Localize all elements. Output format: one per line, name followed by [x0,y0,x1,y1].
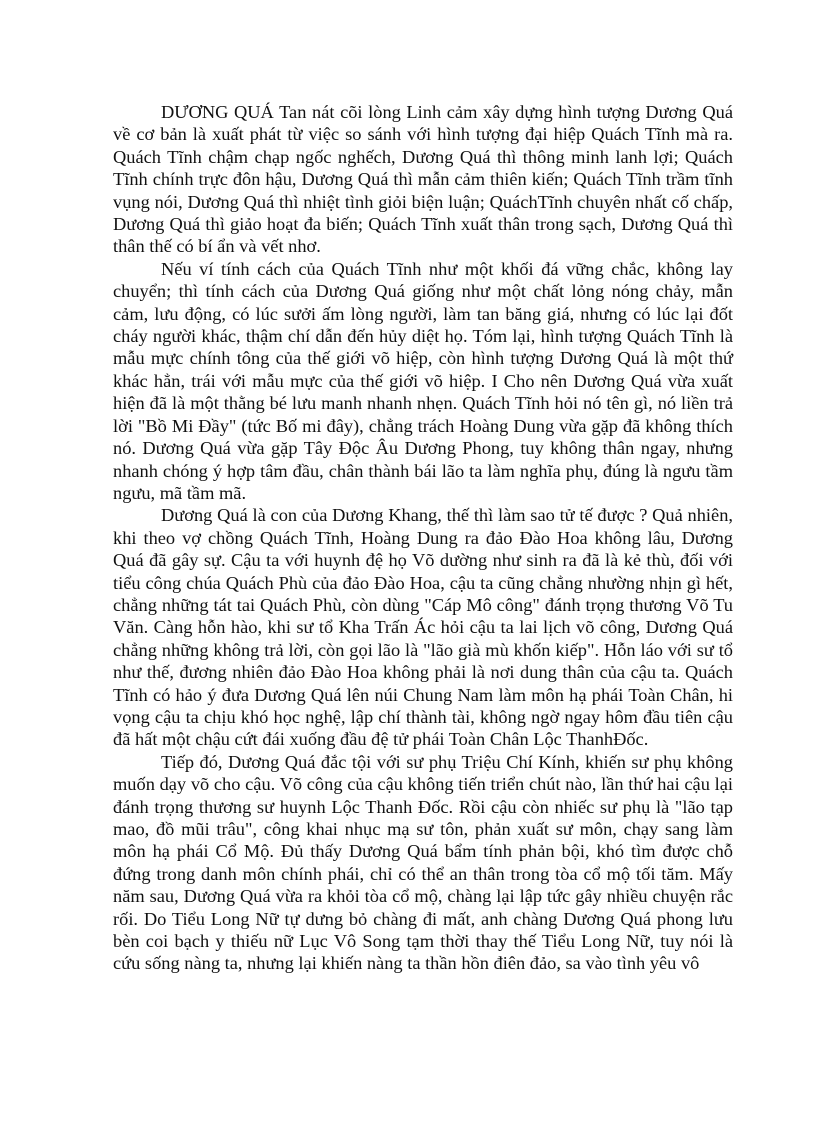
paragraph-3: Dương Quá là con của Dương Khang, thế thì làm sao tử tế được ? Quả nhiên, khi theo vợ chồng Quách Tĩnh, Hoàng Dung ra đảo Đào Hoa không lâu, Dương Quá đã gây sự. Cậu ta với huynh đệ họ Võ dường như sinh ra đã là kẻ thù, đối với tiểu công chúa Quách Phù của đảo Đào Hoa, cậu ta cũng chẳng nhường nhịn gì hết, chẳng những tát tai Quách Phù, còn dùng "Cáp Mô công" đánh trọng thương Võ Tu Văn. Càng hỗn hào, khi sư tổ Kha Trấn Ác hỏi cậu ta lai lịch võ công, Dương Quá chẳng những không trả lời, còn gọi lão là "lão già mù khốn kiếp". Hỗn láo với sư tổ như thế, đương nhiên đảo Đào Hoa không phải là nơi dung thân của cậu ta. Quách Tĩnh có hảo ý đưa Dương Quá lên núi Chung Nam làm môn hạ phái Toàn Chân, hi vọng cậu ta chịu khó học nghệ, lập chí thành tài, không ngờ ngay hôm đầu tiên cậu đã hất một chậu cứt đái xuống đầu đệ tử phái Toàn Chân Lộc ThanhĐốc. [113,505,733,750]
paragraph-1: DƯƠNG QUÁ Tan nát cõi lòng Linh cảm xây dựng hình tượng Dương Quá về cơ bản là xuất phát từ việc so sánh với hình tượng đại hiệp Quách Tĩnh mà ra. Quách Tĩnh chậm chạp ngốc nghếch, Dương Quá thì thông minh lanh lợi; Quách Tĩnh chính trực đôn hậu, Dương Quá thì mẫn cảm thiên kiến; Quách Tĩnh trầm tĩnh vụng nói, Dương Quá thì nhiệt tình giỏi biện luận; QuáchTĩnh chuyên nhất cố chấp, Dương Quá thì giảo hoạt đa biến; Quách Tĩnh xuất thân trong sạch, Dương Quá thì thân thế có bí ẩn và vết nhơ. [113,102,733,257]
paragraph-2: Nếu ví tính cách của Quách Tĩnh như một khối đá vững chắc, không lay chuyển; thì tính cách của Dương Quá giống như một chất lỏng nóng chảy, mẫn cảm, lưu động, có lúc sưởi ấm lòng người, làm tan băng giá, nhưng có lúc lại đốt cháy người khác, thậm chí dẫn đến hủy diệt họ. Tóm lại, hình tượng Quách Tĩnh là mẫu mực chính tông của thế giới võ hiệp, còn hình tượng Dương Quá là một thứ khác hẳn, trái với mẫu mực của thế giới võ hiệp. I Cho nên Dương Quá vừa xuất hiện đã là một thằng bé lưu manh nhanh nhẹn. Quách Tĩnh hỏi nó tên gì, nó liền trả lời "Bồ Mi Đầy" (tức Bố mi đây), chẳng trách Hoàng Dung vừa gặp đã không thích nó. Dương Quá vừa gặp Tây Độc Âu Dương Phong, tuy không thân ngay, nhưng nhanh chóng ý hợp tâm đầu, chân thành bái lão ta làm nghĩa phụ, đúng là ngưu tầm ngưu, mã tầm mã. [113,258,733,503]
body-text [113,101,733,975]
paragraph-4: Tiếp đó, Dương Quá đắc tội với sư phụ Triệu Chí Kính, khiến sư phụ không muốn dạy võ cho cậu. Võ công của cậu không tiến triển chút nào, lần thứ hai cậu lại đánh trọng thương sư huynh Lộc Thanh Đốc. Rồi cậu còn nhiếc sư phụ là "lão tạp mao, đồ mũi trâu", công khai nhục mạ sư tôn, phản xuất sư môn, chạy sang làm môn hạ phái Cổ Mộ. Đủ thấy Dương Quá bẩm tính phản bội, khó tìm được chỗ đứng trong danh môn chính phái, chỉ có thể an thân trong tòa cổ mộ tối tăm. Mấy năm sau, Dương Quá vừa ra khỏi tòa cổ mộ, chàng lại lập tức gây nhiều chuyện rắc rối. Do Tiểu Long Nữ tự dưng bỏ chàng đi mất, anh chàng Dương Quá phong lưu bèn coi bạch y thiếu nữ Lục Vô Song tạm thời thay thế Tiểu Long Nữ, tuy nói là cứu sống nàng ta, nhưng lại khiến nàng ta thần hồn điên đảo, sa vào tình yêu vô [113,751,733,974]
